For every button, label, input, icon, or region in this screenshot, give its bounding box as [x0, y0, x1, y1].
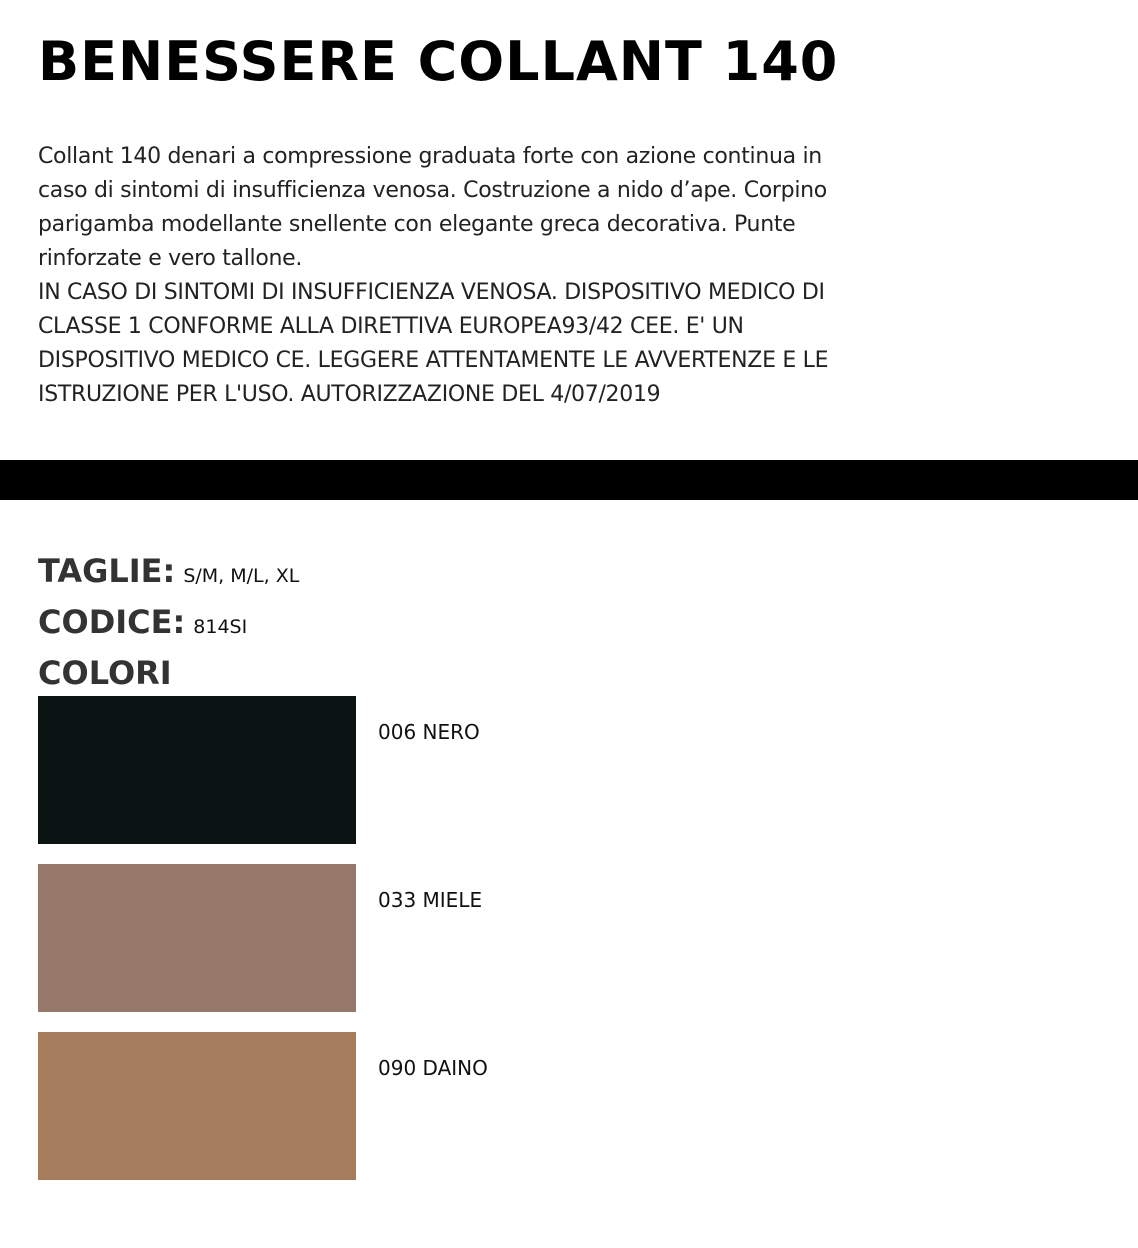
color-swatch-daino: [38, 1032, 356, 1180]
color-label: 006 NERO: [378, 720, 480, 744]
description-line: caso di sintomi di insufficienza venosa. Costruzione a nido d’ape. Corpino: [38, 178, 827, 203]
colors-heading: COLORI: [38, 654, 172, 692]
code-value: 814SI: [193, 616, 248, 638]
divider-bar: [0, 460, 1138, 500]
color-label: 090 DAINO: [378, 1056, 488, 1080]
description-line: rinforzate e vero tallone.: [38, 246, 303, 271]
sizes-label: TAGLIE:: [38, 552, 176, 590]
description-line: parigamba modellante snellente con elegante greca decorativa. Punte: [38, 212, 796, 237]
product-title: BENESSERE COLLANT 140: [38, 30, 839, 93]
color-label: 033 MIELE: [378, 888, 483, 912]
product-description: [38, 140, 828, 412]
sizes-row: [38, 552, 299, 590]
code-row: [38, 603, 247, 641]
description-line: ISTRUZIONE PER L'USO. AUTORIZZAZIONE DEL 4/07/2019: [38, 382, 661, 407]
description-line: DISPOSITIVO MEDICO CE. LEGGERE ATTENTAMENTE LE AVVERTENZE E LE: [38, 348, 829, 373]
description-line: CLASSE 1 CONFORME ALLA DIRETTIVA EUROPEA93/42 CEE. E' UN: [38, 314, 744, 339]
sizes-value: S/M, M/L, XL: [183, 565, 300, 587]
color-swatch-nero: [38, 696, 356, 844]
description-line: Collant 140 denari a compressione graduata forte con azione continua in: [38, 144, 822, 169]
color-swatch-miele: [38, 864, 356, 1012]
code-label: CODICE:: [38, 603, 186, 641]
description-line: IN CASO DI SINTOMI DI INSUFFICIENZA VENOSA. DISPOSITIVO MEDICO DI: [38, 280, 825, 305]
